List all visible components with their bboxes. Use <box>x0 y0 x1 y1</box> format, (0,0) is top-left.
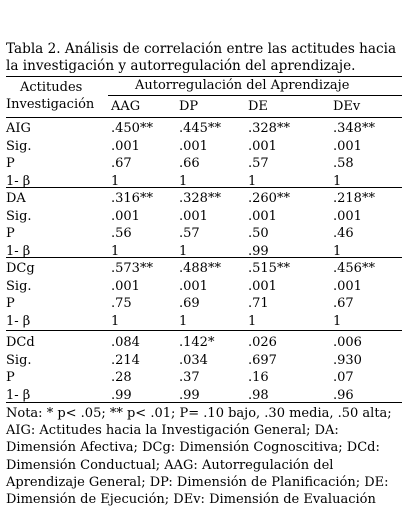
cut-off-text-fragment <box>230 0 400 7</box>
table-cell: .37 <box>179 370 200 385</box>
header-col-aag: AAG <box>111 99 141 114</box>
row-label: 1- β <box>6 173 31 189</box>
table-cell: .930 <box>333 352 362 368</box>
table-cell: .56 <box>111 226 132 241</box>
header-group: Autorregulación del Aprendizaje <box>135 78 350 93</box>
table-cell: .084 <box>111 335 140 350</box>
table-cell: .001 <box>333 278 362 294</box>
table-cell: .001 <box>179 138 208 154</box>
table-cell: .96 <box>333 387 354 403</box>
table-cell: .57 <box>248 156 269 171</box>
row-label: P <box>6 226 15 241</box>
table-cell: .75 <box>111 296 132 311</box>
table-cell: .142* <box>179 335 215 350</box>
table-cell: .328** <box>248 121 290 136</box>
table-cell: .001 <box>111 138 140 154</box>
table-cell: 1 <box>248 173 257 189</box>
table-cell: 1 <box>333 173 342 189</box>
row-label: DA <box>6 191 26 206</box>
table-cell: 1 <box>333 243 342 259</box>
table-cell: .001 <box>179 208 208 224</box>
table-cell: .026 <box>248 335 277 350</box>
row-label: Sig. <box>6 278 32 294</box>
caption-line-1: Tabla 2. Análisis de correlación entre las actitudes hacia <box>6 41 397 57</box>
row-label: Sig. <box>6 352 32 368</box>
row-label: DCg <box>6 261 35 276</box>
table-cell: .328** <box>179 191 221 206</box>
header-col0-line2: Investigación <box>6 97 95 112</box>
table-cell: .001 <box>333 138 362 154</box>
rule-block-3 <box>6 330 402 331</box>
table-cell: .001 <box>248 278 277 294</box>
table-cell: .348** <box>333 121 375 136</box>
table-cell: .46 <box>333 226 354 241</box>
table-cell: 1 <box>333 313 342 329</box>
table-cell: .07 <box>333 370 354 385</box>
table-cell: .456** <box>333 261 375 276</box>
table-cell: .50 <box>248 226 269 241</box>
table-cell: .316** <box>111 191 153 206</box>
row-label: P <box>6 156 15 171</box>
table-cell: .67 <box>333 296 354 311</box>
row-label: 1- β <box>6 243 31 259</box>
header-col-dp: DP <box>179 99 199 114</box>
table-note: Nota: * p< .05; ** p< .01; P= .10 bajo, .30 media, .50 alta; AIG: Actitudes hacia la Investigación General; DA: Dimensión Afectiva; DCg: Dimensión Cognoscitiva; DCd: Dimensión Conductual; AAG: Autorregulación del Aprendizaje General; DP: Dimensión de Planificación; DE: Dimensión de Ejecución; DEv: Dimensión de Evaluación <box>6 406 392 508</box>
table-cell: .71 <box>248 296 269 311</box>
row-label: Sig. <box>6 208 32 224</box>
table-cell: 1 <box>179 313 188 329</box>
table-cell: 1 <box>179 173 188 189</box>
table-cell: .001 <box>248 138 277 154</box>
rule-block-2 <box>6 257 402 258</box>
table-cell: .573** <box>111 261 153 276</box>
table-cell: .99 <box>111 387 132 403</box>
table-cell: .034 <box>179 352 208 368</box>
table-cell: .515** <box>248 261 290 276</box>
row-label: 1- β <box>6 387 31 403</box>
table-cell: .450** <box>111 121 153 136</box>
table-cell: .99 <box>248 243 269 259</box>
table-cell: .697 <box>248 352 277 368</box>
table-cell: .260** <box>248 191 290 206</box>
table-cell: .488** <box>179 261 221 276</box>
table-cell: 1 <box>111 243 120 259</box>
rule-top <box>6 76 402 77</box>
row-label: AIG <box>6 121 31 136</box>
caption-line-2: la investigación y autorregulación del aprendizaje. <box>6 58 356 74</box>
rule-group <box>108 95 402 96</box>
table-cell: .98 <box>248 387 269 403</box>
header-col0-line1: Actitudes <box>20 80 83 95</box>
table-cell: .001 <box>111 208 140 224</box>
table-cell: 1 <box>111 313 120 329</box>
row-label: Sig. <box>6 138 32 154</box>
row-label: 1- β <box>6 313 31 329</box>
row-label: P <box>6 296 15 311</box>
table-cell: .16 <box>248 370 269 385</box>
table-cell: .001 <box>111 278 140 294</box>
table-caption <box>6 41 402 75</box>
table-cell: .28 <box>111 370 132 385</box>
table-cell: .006 <box>333 335 362 350</box>
rule-block-1 <box>6 187 402 188</box>
row-label: DCd <box>6 335 35 350</box>
table-cell: .66 <box>179 156 200 171</box>
table-cell: .001 <box>179 278 208 294</box>
table-cell: .69 <box>179 296 200 311</box>
table-cell: .001 <box>333 208 362 224</box>
table-cell: .218** <box>333 191 375 206</box>
table-cell: .214 <box>111 352 140 368</box>
table-cell: .001 <box>248 208 277 224</box>
table-cell: 1 <box>179 243 188 259</box>
header-col-dev: DEv <box>333 99 361 114</box>
header-col-de: DE <box>248 99 268 114</box>
table-cell: .445** <box>179 121 221 136</box>
table-cell: .57 <box>179 226 200 241</box>
table-cell: .99 <box>179 387 200 403</box>
table-cell: .67 <box>111 156 132 171</box>
rule-header-bottom <box>6 117 402 118</box>
row-label: P <box>6 370 15 385</box>
table-cell: 1 <box>111 173 120 189</box>
table-cell: .58 <box>333 156 354 171</box>
table-cell: 1 <box>248 313 257 329</box>
